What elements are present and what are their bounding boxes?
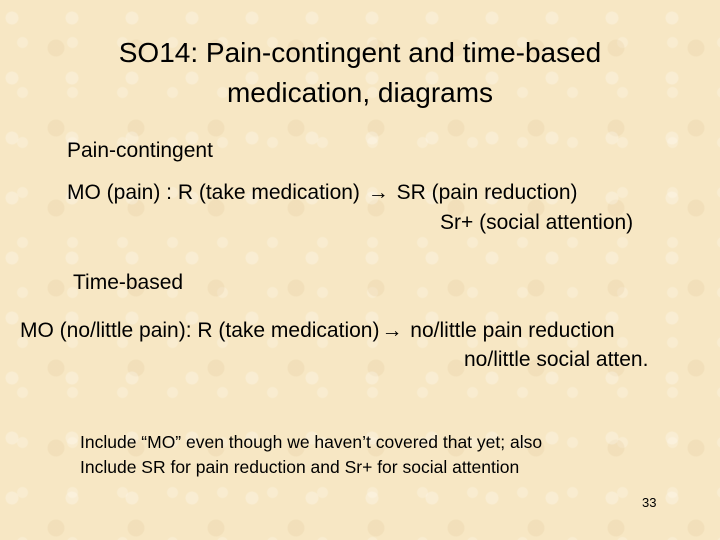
arrow-right-icon: → (367, 181, 389, 204)
arrow-right-icon: → (381, 319, 403, 342)
slide-title-line-1: SO14: Pain-contingent and time-based (118, 37, 602, 68)
pain-contingent-diagram (67, 180, 578, 206)
slide-title (0, 33, 720, 113)
pain-contingent-second-consequence: Sr+ (social attention) (440, 211, 634, 234)
instructor-note-line-2: Include SR for pain reduction and Sr+ for social attention (80, 457, 520, 477)
pain-contingent-heading: Pain-contingent (67, 139, 213, 162)
instructor-note-line-1: Include “MO” even though we haven’t covered that yet; also (80, 432, 543, 452)
page-number: 33 (642, 495, 657, 510)
time-based-diagram (20, 318, 615, 344)
time-based-heading: Time-based (73, 271, 184, 294)
pain-contingent-consequence: SR (pain reduction) (390, 181, 578, 204)
instructor-note (80, 430, 542, 480)
time-based-consequence: no/little pain reduction (404, 319, 615, 342)
time-based-second-consequence: no/little social atten. (464, 348, 649, 371)
slide-title-line-2: medication, diagrams (226, 77, 494, 108)
pain-contingent-antecedent: MO (pain) : R (take medication) (67, 181, 366, 204)
time-based-antecedent: MO (no/little pain): R (take medication) (20, 319, 380, 342)
